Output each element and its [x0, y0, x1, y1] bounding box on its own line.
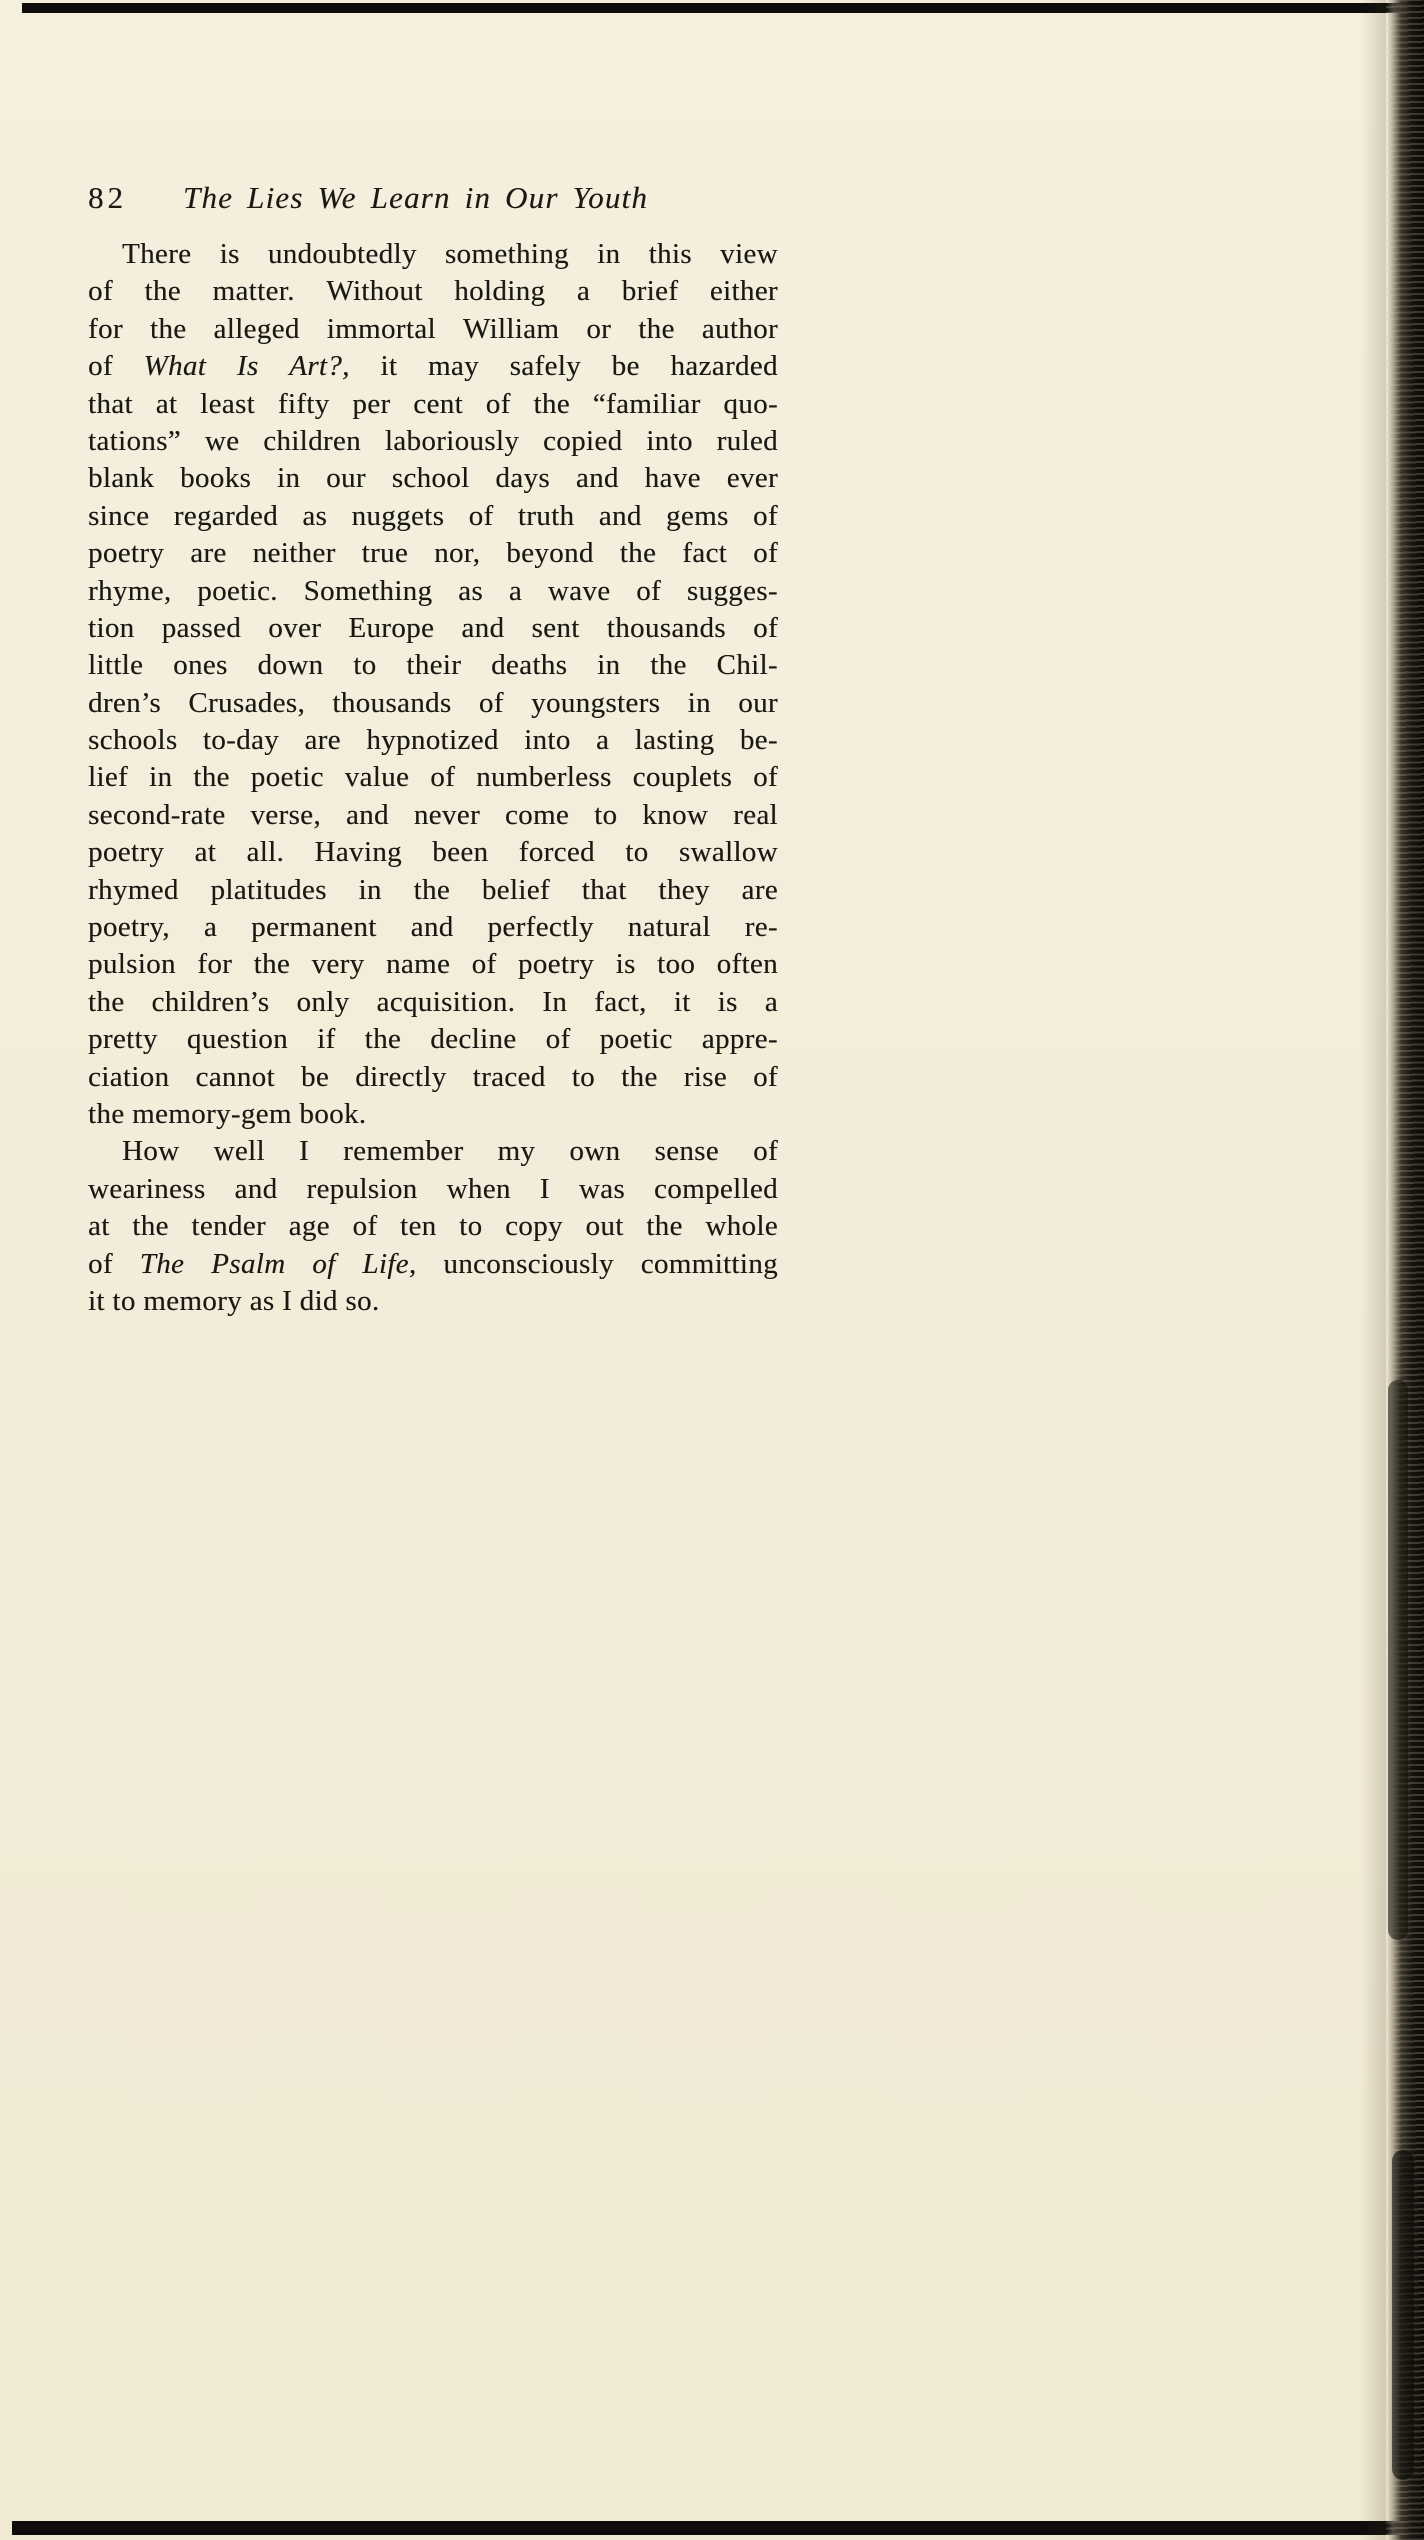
text-line — [88, 350, 778, 387]
word: when — [446, 1172, 511, 1205]
word: to — [571, 1060, 595, 1093]
word: acquisition. — [376, 985, 516, 1018]
word: was — [578, 1172, 625, 1205]
word: a — [508, 574, 523, 607]
word: Europe — [348, 611, 435, 644]
word: been — [432, 836, 489, 869]
word: be — [611, 350, 640, 383]
word: hypnotized — [366, 724, 499, 757]
word: William — [462, 312, 560, 345]
word: poetic — [599, 1023, 673, 1056]
word: Something — [303, 574, 433, 607]
text-line — [88, 986, 778, 1023]
word: nuggets — [351, 499, 445, 532]
word: is — [615, 948, 636, 981]
text-line — [88, 1285, 778, 1322]
word: over — [268, 611, 322, 644]
word: children’s — [151, 985, 270, 1018]
word: regarded — [173, 499, 278, 532]
word: hazarded — [670, 350, 778, 383]
word: to-day — [202, 724, 280, 757]
word: is — [219, 238, 240, 270]
word: poetry, — [88, 911, 170, 944]
text-line — [88, 948, 778, 985]
word: of — [352, 1210, 378, 1243]
word: the — [533, 387, 570, 420]
word: view — [720, 238, 778, 270]
word: be- — [739, 724, 778, 757]
word: permanent — [251, 911, 377, 944]
word: rhyme, — [88, 574, 172, 607]
word: a — [764, 985, 778, 1018]
word: In — [542, 985, 568, 1018]
word: of — [753, 761, 778, 794]
word: author — [701, 312, 778, 345]
word: often — [716, 948, 778, 981]
word: name — [385, 948, 451, 981]
word: out — [585, 1210, 624, 1243]
word: thousands — [332, 686, 452, 719]
word: truth — [517, 499, 575, 532]
word: tender — [191, 1210, 266, 1243]
page-bottom-edge-bar — [12, 2521, 1424, 2535]
word: little — [88, 649, 144, 682]
word: directly — [355, 1060, 447, 1093]
word: How — [122, 1135, 180, 1168]
word: our — [738, 686, 778, 719]
word-italic: Is — [236, 350, 259, 383]
text-line — [88, 537, 778, 574]
word-italic: Life, — [362, 1247, 417, 1280]
text-line — [88, 724, 778, 761]
word: the — [132, 1210, 169, 1243]
word: sense — [654, 1135, 720, 1168]
text-segment: it to memory as I did so. — [88, 1284, 380, 1317]
word: Chil- — [716, 649, 778, 682]
word: brief — [621, 275, 679, 308]
word: belief — [481, 873, 550, 906]
text-line — [88, 687, 778, 724]
word: books — [180, 462, 252, 495]
word: deaths — [491, 649, 568, 682]
word: the — [253, 948, 291, 981]
word: they — [658, 873, 710, 906]
word: cannot — [195, 1060, 275, 1093]
word: of — [753, 499, 778, 532]
word: matter. — [212, 275, 295, 308]
paragraph — [88, 238, 778, 1135]
word: alleged — [213, 312, 300, 345]
word: in — [276, 462, 301, 495]
word: of — [753, 611, 778, 644]
word: are — [190, 537, 227, 570]
text-line — [88, 836, 778, 873]
word: verse, — [250, 798, 321, 831]
word: the — [619, 537, 657, 570]
text-line — [88, 425, 778, 462]
word: gems — [666, 499, 729, 532]
word: wave — [547, 574, 611, 607]
word: of — [468, 499, 494, 532]
word: to — [594, 798, 618, 831]
word: it — [380, 350, 398, 383]
text-line — [88, 1210, 778, 1247]
word: of — [545, 1023, 571, 1056]
word: natural — [627, 911, 711, 944]
text-line — [88, 575, 778, 612]
word: I — [539, 1172, 550, 1205]
word: and — [598, 499, 642, 532]
word: pulsion — [88, 948, 176, 981]
word: down — [257, 649, 324, 682]
text-line — [88, 1023, 778, 1060]
word: the — [638, 312, 675, 345]
word: as — [458, 574, 484, 607]
word: of — [88, 1247, 113, 1280]
text-line — [88, 761, 778, 798]
word: age — [288, 1210, 330, 1243]
word: youngsters — [531, 686, 661, 719]
word: very — [311, 948, 365, 981]
word: re- — [744, 911, 778, 944]
text-line — [88, 1135, 778, 1172]
word: laboriously — [384, 424, 520, 457]
word: sent — [531, 611, 580, 644]
word-italic: Art?, — [289, 350, 350, 383]
word: the — [144, 275, 181, 308]
word: numberless — [476, 761, 612, 794]
word: have — [644, 462, 701, 495]
word: perfectly — [487, 911, 594, 944]
word: of — [485, 387, 511, 420]
word: the — [364, 1023, 402, 1056]
word: platitudes — [210, 873, 327, 906]
running-title: The Lies We Learn in Our Youth — [183, 180, 649, 215]
word: quo- — [723, 387, 778, 420]
text-line — [88, 238, 778, 275]
word: second-rate — [88, 798, 226, 831]
word: pretty — [88, 1023, 158, 1056]
text-line — [88, 1248, 778, 1285]
word: copied — [543, 424, 623, 457]
word-italic: Psalm — [211, 1247, 286, 1280]
word: I — [298, 1135, 309, 1168]
word-italic: The — [139, 1247, 185, 1280]
word: the — [149, 312, 187, 345]
word: only — [296, 985, 350, 1018]
text-line — [88, 1061, 778, 1098]
word: we — [204, 424, 240, 457]
word: to — [353, 649, 377, 682]
word: nor, — [434, 537, 481, 570]
word: their — [406, 649, 462, 682]
word: There — [122, 238, 192, 270]
word: poetic — [250, 761, 324, 794]
word: our — [326, 462, 366, 495]
text-line — [88, 500, 778, 537]
word: tion — [88, 611, 135, 644]
word: remember — [343, 1135, 464, 1168]
word: at — [88, 1210, 110, 1243]
word-italic: of — [312, 1247, 336, 1280]
word: school — [391, 462, 470, 495]
word: in — [149, 761, 173, 794]
word: the — [650, 649, 687, 682]
word: holding — [454, 275, 546, 308]
word: of — [430, 761, 456, 794]
word: schools — [88, 724, 178, 757]
word: couplets — [632, 761, 733, 794]
word: ever — [726, 462, 778, 495]
word: copy — [505, 1210, 563, 1243]
word: cent — [413, 387, 463, 420]
text-line — [88, 649, 778, 686]
text-line — [88, 799, 778, 836]
page-number: 82 — [88, 180, 127, 215]
word: neither — [252, 537, 336, 570]
word: my — [497, 1135, 536, 1168]
page-content — [88, 180, 778, 1322]
word: fact, — [594, 985, 647, 1018]
word: Crusades, — [188, 686, 306, 719]
word: lasting — [634, 724, 715, 757]
word: in — [687, 686, 711, 719]
word: never — [413, 798, 480, 831]
word: appre- — [701, 1023, 778, 1056]
word: unconsciously — [443, 1247, 614, 1280]
word: Without — [326, 275, 423, 308]
word: lief — [88, 761, 129, 794]
word: of — [478, 686, 504, 719]
word: children — [263, 424, 362, 457]
word: passed — [161, 611, 242, 644]
word: may — [427, 350, 479, 383]
word: per — [352, 387, 391, 420]
word: or — [586, 312, 612, 345]
word: compelled — [654, 1172, 778, 1205]
word: “familiar — [592, 387, 701, 420]
word: something — [444, 238, 569, 270]
word: at — [155, 387, 178, 420]
word: since — [88, 499, 150, 532]
word: it — [673, 985, 691, 1018]
word: real — [733, 798, 778, 831]
text-line — [88, 313, 778, 350]
word: blank — [88, 462, 155, 495]
word: poetry — [88, 537, 165, 570]
word: whole — [705, 1210, 778, 1243]
word: of — [753, 537, 778, 570]
word-italic: What — [143, 350, 207, 383]
word: fact — [682, 537, 728, 570]
word: repulsion — [306, 1172, 418, 1205]
word: be — [301, 1060, 330, 1093]
word: of — [753, 1060, 778, 1093]
word: a — [203, 911, 218, 944]
word: committing — [640, 1247, 778, 1280]
word: of — [88, 275, 113, 308]
text-block — [88, 238, 778, 1322]
word: poetry — [517, 948, 595, 981]
word: the — [621, 1060, 658, 1093]
word: beyond — [506, 537, 594, 570]
word: a — [596, 724, 610, 757]
word: are — [741, 873, 778, 906]
word: rhymed — [88, 873, 179, 906]
word: weariness — [88, 1172, 206, 1205]
word: are — [304, 724, 341, 757]
word: too — [657, 948, 696, 981]
word: at — [194, 836, 217, 869]
word: this — [648, 238, 692, 270]
page-header — [88, 180, 778, 216]
word: know — [642, 798, 709, 831]
text-line — [88, 874, 778, 911]
word: into — [646, 424, 693, 457]
word: thousands — [606, 611, 726, 644]
text-line — [88, 388, 778, 425]
text-line — [88, 612, 778, 649]
word: for — [88, 312, 123, 345]
word: of — [471, 948, 497, 981]
word: that — [581, 873, 627, 906]
word: in — [358, 873, 382, 906]
word: and — [410, 911, 454, 944]
word: of — [753, 1135, 778, 1168]
page-edge-shadow — [1360, 0, 1386, 2540]
text-line — [88, 462, 778, 499]
word: ten — [400, 1210, 437, 1243]
word: well — [213, 1135, 265, 1168]
word: of — [636, 574, 662, 607]
word: ciation — [88, 1060, 170, 1093]
word: safely — [509, 350, 581, 383]
word: the — [193, 761, 230, 794]
word: all. — [246, 836, 285, 869]
word: in — [597, 238, 621, 270]
word: to — [625, 836, 649, 869]
word: a — [576, 275, 591, 308]
page-top-edge-bar — [22, 3, 1424, 13]
word: in — [597, 649, 621, 682]
word: to — [459, 1210, 483, 1243]
word: come — [504, 798, 570, 831]
word: into — [524, 724, 571, 757]
text-line — [88, 1173, 778, 1210]
word: either — [709, 275, 778, 308]
text-line — [88, 1098, 778, 1135]
word: Having — [314, 836, 402, 869]
word: decline — [430, 1023, 517, 1056]
word: own — [569, 1135, 621, 1168]
word: immortal — [326, 312, 436, 345]
text-line — [88, 275, 778, 312]
word: of — [88, 350, 113, 383]
word: that — [88, 387, 133, 420]
word: fifty — [277, 387, 330, 420]
word: poetic. — [197, 574, 278, 607]
word: and — [461, 611, 505, 644]
word: as — [302, 499, 328, 532]
word: for — [197, 948, 233, 981]
word: ruled — [716, 424, 778, 457]
word: question — [186, 1023, 288, 1056]
text-line — [88, 911, 778, 948]
word: undoubtedly — [267, 238, 417, 270]
word: poetry — [88, 836, 165, 869]
text-segment: the memory-gem book. — [88, 1097, 367, 1130]
word: value — [344, 761, 410, 794]
word: rise — [683, 1060, 727, 1093]
word: least — [200, 387, 256, 420]
word: the — [646, 1210, 683, 1243]
word: traced — [472, 1060, 546, 1093]
word: true — [361, 537, 409, 570]
word: the — [413, 873, 451, 906]
word: and — [345, 798, 389, 831]
word: and — [234, 1172, 278, 1205]
paragraph — [88, 1135, 778, 1322]
word: the — [88, 985, 125, 1018]
word: swallow — [678, 836, 778, 869]
word: is — [717, 985, 738, 1018]
word: if — [317, 1023, 336, 1056]
book-pages-right-edge — [1386, 0, 1424, 2540]
word: ones — [173, 649, 228, 682]
word: days — [495, 462, 550, 495]
word: tations” — [88, 424, 182, 457]
word: forced — [518, 836, 595, 869]
word: dren’s — [88, 686, 161, 719]
word: and — [575, 462, 619, 495]
word: sugges- — [686, 574, 778, 607]
